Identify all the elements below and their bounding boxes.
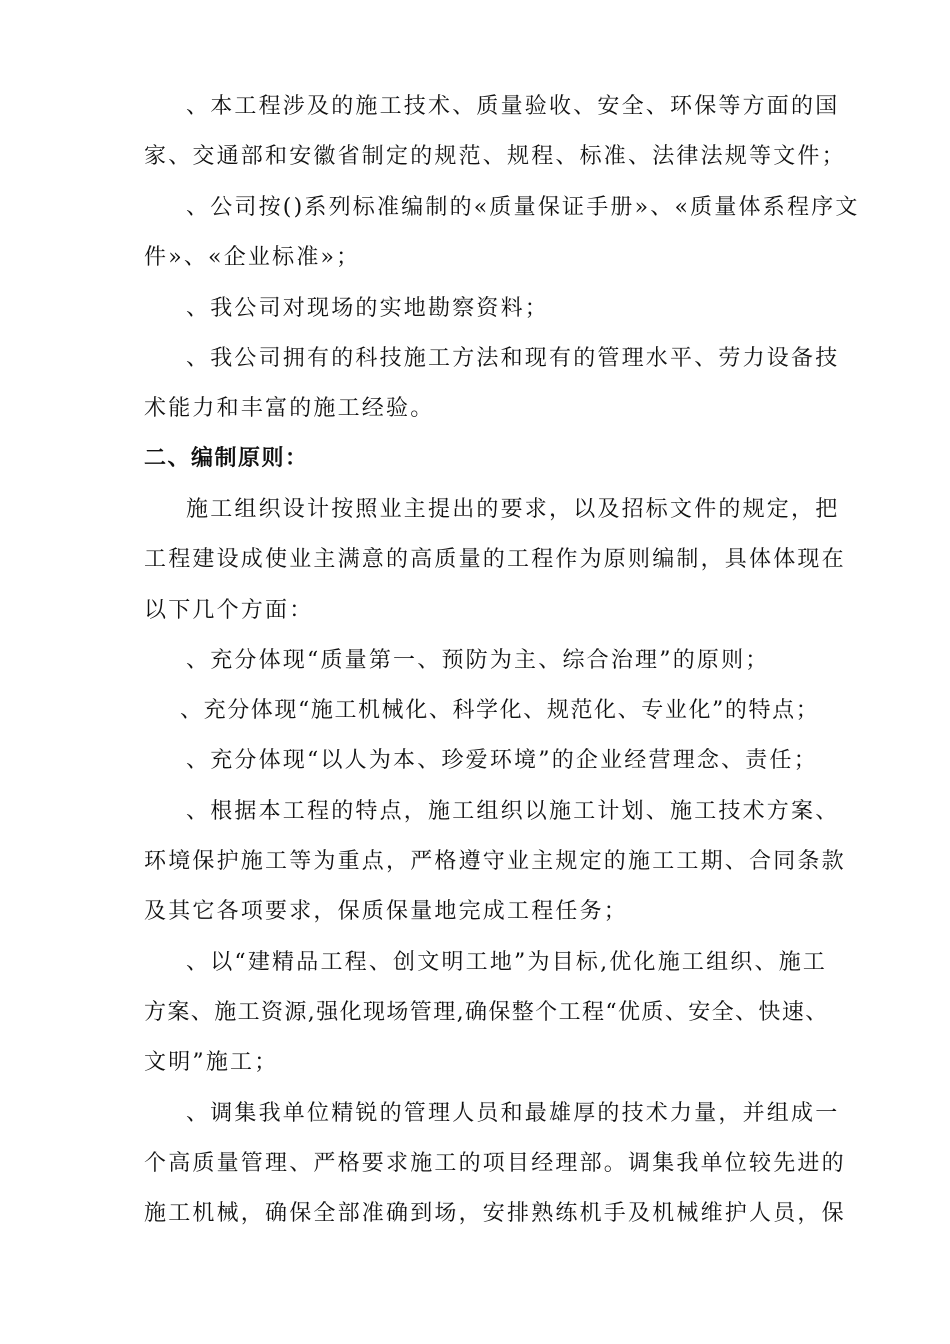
section-heading: 二、编制原则： [144,446,309,471]
text-line-16: 环境保护施工等为重点，严格遵守业主规定的施工工期、合同条款 [144,849,846,874]
text-line-10: 工程建设成使业主满意的高质量的工程作为原则编制，具体体现在 [144,547,846,572]
text-line-4: 件»、«企业标准»； [144,245,361,270]
text-line-13: 、充分体现“施工机械化、科学化、规范化、专业化”的特点； [180,698,820,723]
text-line-12: 、充分体现“质量第一、预防为主、综合治理”的原则； [186,648,770,673]
text-line-6: 、我公司拥有的科技施工方法和现有的管理水平、劳力设备技 [186,346,840,371]
text-line-14: 、充分体现“以人为本、珍爱环境”的企业经营理念、责任； [186,748,818,773]
text-line-20: 文明”施工； [144,1050,279,1075]
text-line-9: 施工组织设计按照业主提出的要求，以及招标文件的规定，把 [186,497,840,522]
text-line-15: 、根据本工程的特点，施工组织以施工计划、施工技术方案、 [186,799,840,824]
text-line-3: 、公司按()系列标准编制的«质量保证手册»、«质量体系程序文 [186,195,860,220]
text-line-21: 、调集我单位精锐的管理人员和最雄厚的技术力量，并组成一 [186,1101,840,1126]
text-line-11: 以下几个方面： [144,598,314,623]
text-line-2: 家、交通部和安徽省制定的规范、规程、标准、法律法规等文件； [144,144,846,169]
text-line-5: 、我公司对现场的实地勘察资料； [186,296,550,321]
text-line-1: 、本工程涉及的施工技术、质量验收、安全、环保等方面的国 [186,94,840,119]
text-line-7: 术能力和丰富的施工经验。 [144,396,435,421]
text-line-23: 施工机械，确保全部准确到场，安排熟练机手及机械维护人员，保 [144,1201,846,1226]
text-line-18: 、以“建精品工程、创文明工地”为目标,优化施工组织、施工 [186,950,828,975]
text-line-22: 个高质量管理、严格要求施工的项目经理部。调集我单位较先进的 [144,1151,846,1176]
text-line-19: 方案、施工资源,强化现场管理,确保整个工程“优质、安全、快速、 [144,1000,829,1025]
text-line-17: 及其它各项要求，保质保量地完成工程任务； [144,899,629,924]
